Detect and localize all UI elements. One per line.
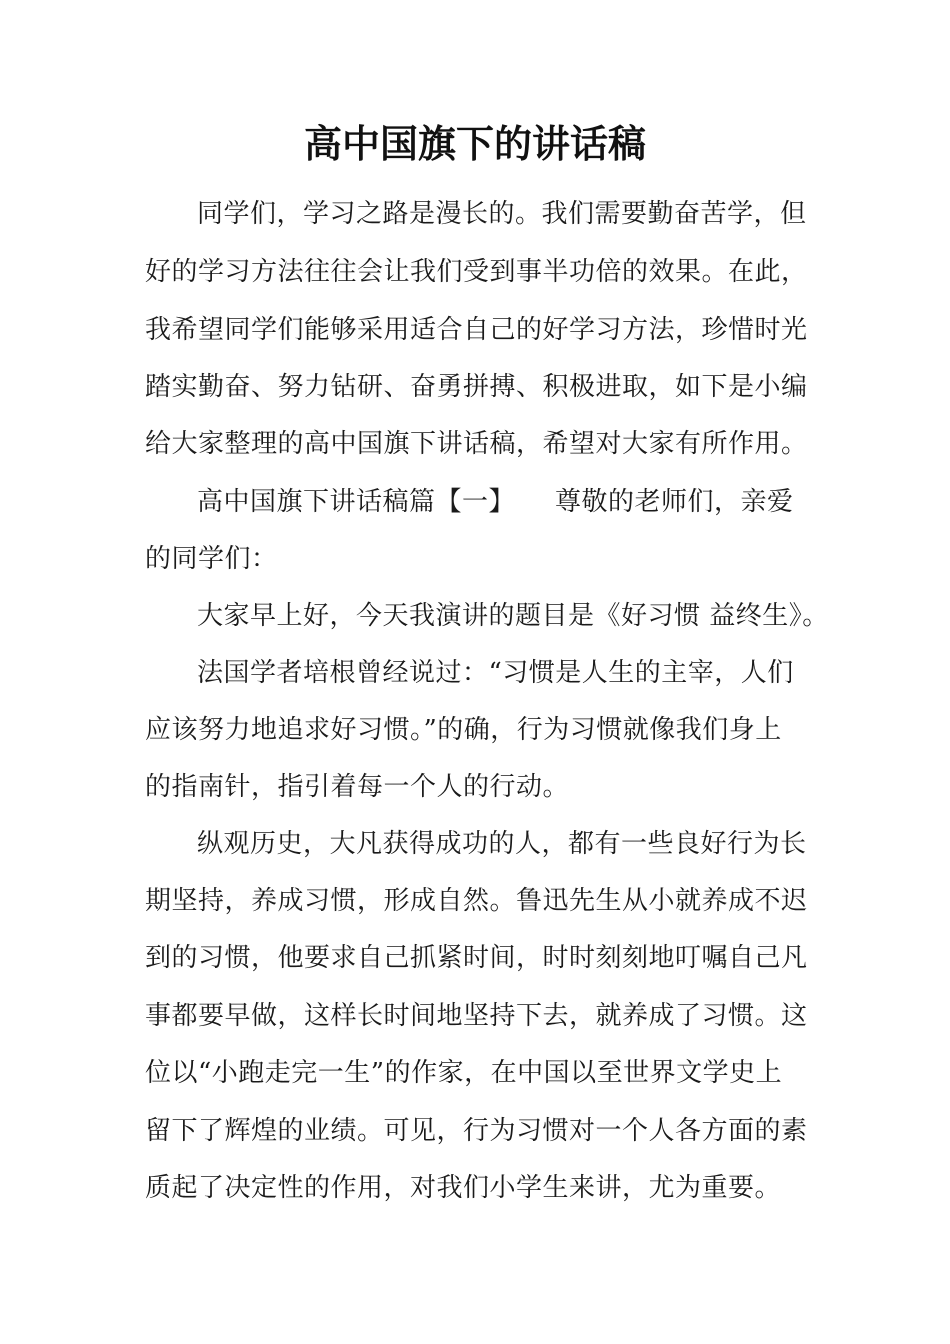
text-line: 法国学者培根曾经说过：“习惯是人生的主宰，人们 bbox=[197, 658, 794, 688]
text-line: 应该努力地追求好习惯。”的确，行为习惯就像我们身上 bbox=[145, 715, 782, 745]
text-line: 同学们，学习之路是漫长的。我们需要勤奋苦学，但 bbox=[197, 199, 807, 229]
text-line: 质起了决定性的作用，对我们小学生来讲，尤为重要。 bbox=[145, 1173, 782, 1203]
text-line: 到的习惯，他要求自己抓紧时间，时时刻刻地叮嘱自己凡 bbox=[145, 943, 808, 973]
document-title: 高中国旗下的讲话稿 bbox=[303, 121, 646, 166]
text-line: 留下了辉煌的业绩。可见，行为习惯对一个人各方面的素 bbox=[145, 1116, 808, 1146]
text-line: 大家早上好，今天我演讲的题目是《好习惯 益终生》。 bbox=[197, 601, 829, 631]
text-line: 的同学们： bbox=[145, 544, 278, 574]
text-line: 期坚持，养成习惯，形成自然。鲁迅先生从小就养成不迟 bbox=[145, 886, 808, 916]
text-line: 踏实勤奋、努力钻研、奋勇拼搏、积极进取，如下是小编 bbox=[145, 372, 808, 402]
text-line: 给大家整理的高中国旗下讲话稿，希望对大家有所作用。 bbox=[145, 429, 808, 459]
text-line: 位以“小跑走完一生”的作家，在中国以至世界文学史上 bbox=[145, 1058, 783, 1088]
text-line: 的指南针，指引着每一个人的行动。 bbox=[145, 772, 570, 802]
text-line: 纵观历史，大凡获得成功的人，都有一些良好行为长 bbox=[197, 829, 807, 859]
text-line: 我希望同学们能够采用适合自己的好学习方法，珍惜时光 bbox=[145, 315, 808, 345]
text-line: 事都要早做，这样长时间地坚持下去，就养成了习惯。这 bbox=[145, 1001, 808, 1031]
text-line: 高中国旗下讲话稿篇【一】 尊敬的老师们，亲爱 bbox=[197, 487, 794, 517]
text-line: 好的学习方法往往会让我们受到事半功倍的效果。在此， bbox=[145, 257, 808, 287]
